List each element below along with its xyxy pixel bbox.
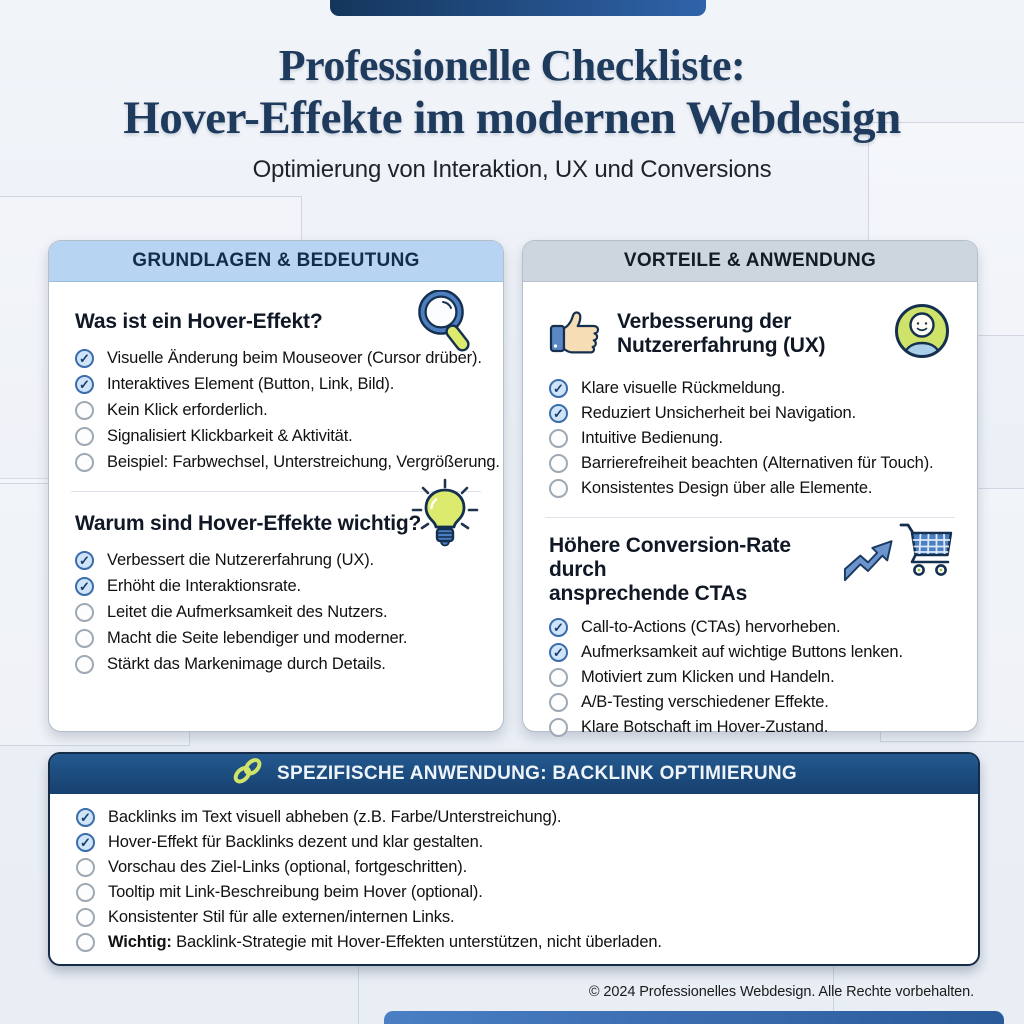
checkbox-unchecked[interactable] — [75, 629, 94, 648]
section-conversion-rate — [549, 518, 951, 736]
checklist-item — [76, 883, 952, 901]
section-ux-verbesserung — [549, 282, 951, 497]
checklist-item — [75, 427, 477, 445]
chain-link-icon — [231, 756, 265, 792]
checklist-item — [76, 833, 952, 851]
section-was-ist-hover — [75, 282, 500, 471]
checklist-item-text: Motiviert zum Klicken und Handeln. — [581, 667, 835, 686]
checklist-item — [549, 618, 951, 636]
card-backlink-header — [50, 754, 978, 794]
checkbox-checked[interactable] — [549, 618, 568, 637]
card-vorteile — [522, 240, 978, 736]
checklist-item — [549, 479, 951, 497]
checklist-item — [549, 693, 951, 711]
card-backlink-body — [50, 794, 978, 951]
checklist-item-text: Beispiel: Farbwechsel, Unterstreichung, Vergrößerung. — [107, 452, 500, 471]
checklist-item-text: Call-to-Actions (CTAs) hervorheben. — [581, 617, 841, 636]
checklist-item-text: Wichtig: Backlink-Strategie mit Hover-Effekten unterstützen, nicht überladen. — [108, 932, 662, 951]
magnifier-icon — [417, 290, 471, 359]
checklist-item — [549, 643, 951, 661]
checklist-item-text: Signalisiert Klickbarkeit & Aktivität. — [107, 426, 353, 445]
checklist-item-text: Klare visuelle Rückmeldung. — [581, 378, 786, 397]
checklist-item-text: Konsistentes Design über alle Elemente. — [581, 478, 873, 497]
checklist-item — [549, 454, 951, 472]
section-title: Was ist ein Hover-Effekt? — [75, 310, 323, 333]
card-grundlagen-body — [49, 282, 503, 673]
checklist-item-text: Erhöht die Interaktionsrate. — [107, 576, 301, 595]
checklist-item — [75, 401, 477, 419]
checklist — [75, 348, 500, 471]
section-title-line2: ansprechende CTAs — [549, 582, 748, 605]
checkbox-unchecked[interactable] — [549, 429, 568, 448]
page-subtitle: Optimierung von Interaktion, UX und Conversions — [252, 156, 772, 183]
checklist-item-text: Macht die Seite lebendiger und moderner. — [107, 628, 408, 647]
checkbox-checked[interactable] — [75, 551, 94, 570]
section-title-line1: Verbesserung der — [617, 309, 792, 333]
checklist — [76, 808, 952, 951]
section-title-line1: Höhere Conversion-Rate durch — [549, 534, 791, 581]
checkbox-checked[interactable] — [76, 833, 95, 852]
checkbox-unchecked[interactable] — [549, 693, 568, 712]
card-backlink-optimierung — [48, 752, 980, 966]
card-grundlagen — [48, 240, 504, 732]
checklist-item — [75, 629, 477, 647]
checkbox-checked[interactable] — [549, 643, 568, 662]
checklist-item-text: Konsistenter Stil für alle externen/internen Links. — [108, 907, 455, 926]
card-backlink-header-label: SPEZIFISCHE ANWENDUNG: BACKLINK OPTIMIERUNG — [277, 763, 797, 784]
page-title-line1: Professionelle Checkliste: — [278, 41, 746, 90]
checkbox-unchecked[interactable] — [549, 718, 568, 737]
checklist-item — [549, 379, 951, 397]
bottom-accent-bar — [384, 1011, 1004, 1024]
checklist — [549, 379, 951, 497]
top-accent-bar — [330, 0, 706, 16]
checkbox-unchecked[interactable] — [76, 883, 95, 902]
checkbox-unchecked[interactable] — [549, 479, 568, 498]
checkbox-unchecked[interactable] — [75, 453, 94, 472]
checklist-item-text: Intuitive Bedienung. — [581, 428, 723, 447]
section-title: Warum sind Hover-Effekte wichtig? — [75, 512, 422, 535]
checkbox-unchecked[interactable] — [75, 427, 94, 446]
checkbox-checked[interactable] — [75, 577, 94, 596]
checklist-item — [75, 452, 500, 471]
card-grundlagen-header: GRUNDLAGEN & BEDEUTUNG — [49, 241, 503, 282]
lightbulb-icon — [409, 478, 481, 561]
checkbox-checked[interactable] — [75, 349, 94, 368]
page-title-line2: Hover-Effekte im modernen Webdesign — [123, 92, 901, 144]
section-warum-wichtig — [75, 492, 477, 673]
checklist-item — [75, 375, 477, 393]
checklist — [549, 618, 951, 736]
checklist-item-text: Tooltip mit Link-Beschreibung beim Hover (optional). — [108, 882, 483, 901]
checklist-item — [75, 603, 477, 621]
checklist-item — [76, 858, 952, 876]
checklist-item-text: A/B-Testing verschiedener Effekte. — [581, 692, 829, 711]
section-title-line2: Nutzererfahrung (UX) — [617, 333, 826, 357]
checkbox-checked[interactable] — [549, 404, 568, 423]
section-title — [549, 534, 849, 606]
thumbs-up-icon — [549, 307, 603, 360]
checklist-item-text: Verbessert die Nutzererfahrung (UX). — [107, 550, 374, 569]
checklist-item — [549, 718, 951, 736]
checklist-item — [75, 655, 477, 673]
page-header — [0, 40, 1024, 184]
checkbox-unchecked[interactable] — [76, 858, 95, 877]
checkbox-unchecked[interactable] — [549, 668, 568, 687]
checklist-item — [549, 668, 951, 686]
checkbox-unchecked[interactable] — [75, 603, 94, 622]
growth-arrow-icon — [843, 536, 893, 587]
card-vorteile-body — [523, 282, 977, 736]
checklist-item-text: Leitet die Aufmerksamkeit des Nutzers. — [107, 602, 388, 621]
checklist-item — [76, 933, 952, 951]
checkbox-unchecked[interactable] — [76, 933, 95, 952]
checkbox-checked[interactable] — [76, 808, 95, 827]
checklist-item-text: Hover-Effekt für Backlinks dezent und klar gestalten. — [108, 832, 484, 851]
checklist-item-text: Barrierefreiheit beachten (Alternativen für Touch). — [581, 453, 934, 472]
card-vorteile-header: VORTEILE & ANWENDUNG — [523, 241, 977, 282]
checklist-item-text: Aufmerksamkeit auf wichtige Buttons lenken. — [581, 642, 903, 661]
section-title — [617, 310, 825, 358]
checklist-item-text: Klare Botschaft im Hover-Zustand. — [581, 717, 829, 736]
checkbox-unchecked[interactable] — [76, 908, 95, 927]
checklist-item — [549, 404, 951, 422]
checkbox-unchecked[interactable] — [75, 401, 94, 420]
checklist-item-text: Interaktives Element (Button, Link, Bild). — [107, 374, 395, 393]
checklist-item — [549, 429, 951, 447]
checkbox-unchecked[interactable] — [549, 454, 568, 473]
page-title — [0, 40, 1024, 144]
checklist-item-text: Kein Klick erforderlich. — [107, 400, 268, 419]
user-avatar-icon — [893, 302, 951, 365]
copyright-note: © 2024 Professionelles Webdesign. Alle Rechte vorbehalten. — [588, 984, 974, 1000]
checklist-item-text: Stärkt das Markenimage durch Details. — [107, 654, 386, 673]
checklist-item-text: Vorschau des Ziel-Links (optional, fortgeschritten). — [108, 857, 468, 876]
checklist-item — [75, 577, 477, 595]
shopping-cart-icon — [899, 522, 953, 583]
checklist-item — [76, 908, 952, 926]
checklist — [75, 551, 477, 673]
checklist-item-text: Backlinks im Text visuell abheben (z.B. Farbe/Unterstreichung). — [108, 807, 562, 826]
checklist-item-text: Visuelle Änderung beim Mouseover (Cursor drüber). — [107, 348, 482, 367]
checkbox-checked[interactable] — [549, 379, 568, 398]
checklist-item-text: Reduziert Unsicherheit bei Navigation. — [581, 403, 856, 422]
checklist-item — [76, 808, 952, 826]
checkbox-checked[interactable] — [75, 375, 94, 394]
checkbox-unchecked[interactable] — [75, 655, 94, 674]
